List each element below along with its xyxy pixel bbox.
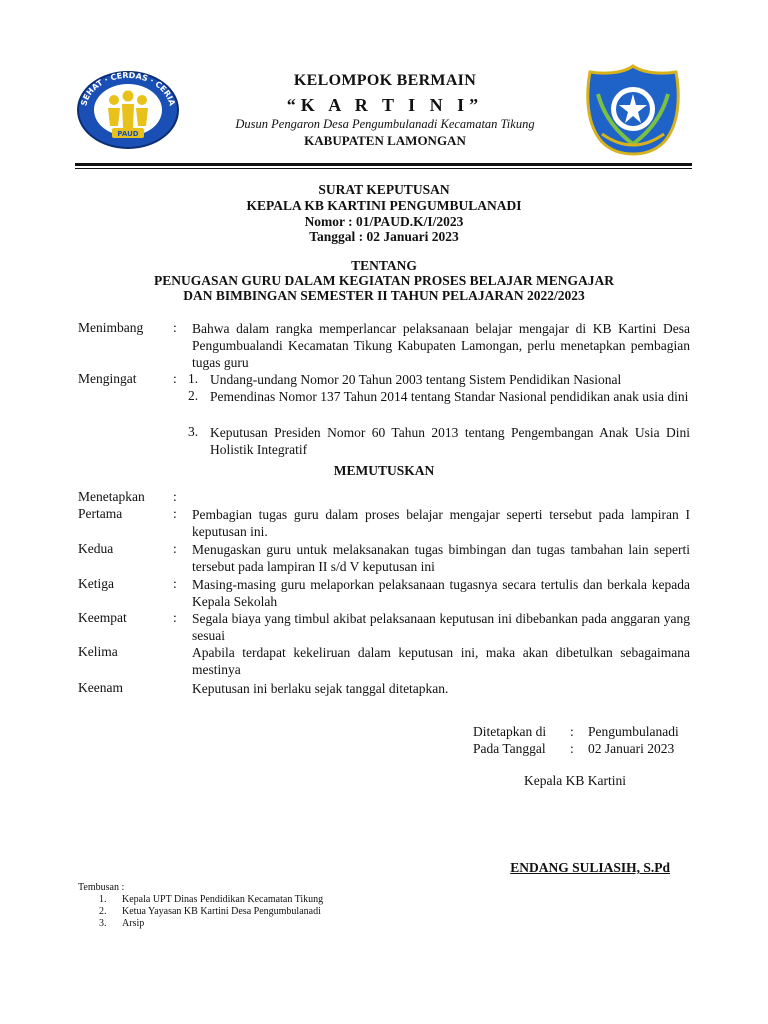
decision-label: Keempat	[78, 610, 127, 625]
decision-label: Pertama	[78, 506, 123, 521]
mengingat-label: Mengingat	[78, 371, 137, 386]
header-school-name: “K A R T I N I”	[286, 95, 484, 115]
decision-label: Kedua	[78, 541, 114, 556]
tembusan-item-number: 1.	[99, 894, 107, 905]
ditetapkan-value: Pengumbulanadi	[588, 724, 679, 739]
menimbang-text: Bahwa dalam rangka memperlancar pelaksanaan belajar mengajar di KB Kartini Desa Pengumbualandi Kecamatan Tikung Kabupaten Lamongan, perlu menetapkan pembagian tugas guru	[192, 321, 690, 370]
decision-text: Menugaskan guru untuk melaksanakan tugas bimbingan dan tugas tambahan lain seperti tersebut pada lampiran II s/d V keputusan ini	[192, 542, 690, 574]
decision-colon: :	[173, 506, 177, 521]
decision-text: Apabila terdapat kekeliruan dalam keputusan ini, maka akan dibetulkan sebagaimana mestinya	[192, 645, 690, 677]
header-address: Dusun Pengaron Desa Pengumbulanadi Kecamatan Tikung	[235, 117, 535, 131]
decision-colon: :	[173, 610, 177, 625]
tembusan-item-number: 2.	[99, 906, 107, 917]
tembusan-item-text: Arsip	[122, 918, 145, 929]
menimbang-colon: :	[173, 320, 177, 335]
mengingat-item-text: Pemendinas Nomor 137 Tahun 2014 tentang Standar Nasional pendidikan anak usia dini	[210, 389, 689, 404]
decision-text: Pembagian tugas guru dalam proses belajar mengajar seperti tersebut pada lampiran I keputusan ini.	[192, 507, 690, 539]
tembusan-item-text: Kepala UPT Dinas Pendidikan Kecamatan Tikung	[122, 894, 324, 905]
decision-label: Kelima	[78, 644, 118, 659]
doc-issuer: KEPALA KB KARTINI PENGUMBULANADI	[246, 198, 522, 213]
ditetapkan-label: Ditetapkan di	[473, 724, 547, 739]
decision-label: Keenam	[78, 680, 123, 695]
menimbang-label: Menimbang	[78, 320, 144, 335]
paud-logo-icon	[76, 70, 180, 150]
decision-label: Ketiga	[78, 576, 114, 591]
decision-label: Menetapkan	[78, 489, 145, 504]
doc-title: SURAT KEPUTUSAN	[318, 182, 450, 197]
header-divider-thick	[75, 163, 692, 166]
tanggal-label: Pada Tanggal	[473, 741, 546, 756]
doc-number: Nomor : 01/PAUD.K/I/2023	[304, 214, 464, 229]
memutuskan-heading: MEMUTUSKAN	[333, 463, 435, 478]
mengingat-item-number: 1.	[188, 371, 199, 386]
logo-left-ring-text: SEHAT · CERDAS · CERIA	[79, 70, 177, 107]
decision-text: Keputusan ini berlaku sejak tanggal ditetapkan.	[192, 681, 449, 696]
tembusan-label: Tembusan :	[78, 882, 125, 893]
mengingat-item-number: 2.	[188, 388, 199, 403]
decision-text: Masing-masing guru melaporkan pelaksanaan tugasnya secara tertulis dan berkala kepada Kepala Sekolah	[192, 577, 690, 609]
mengingat-colon: :	[173, 371, 177, 386]
doc-subject-heading: TENTANG	[351, 258, 417, 273]
doc-subject-line2: DAN BIMBINGAN SEMESTER II TAHUN PELAJARAN 2022/2023	[183, 288, 585, 303]
decision-colon: :	[173, 541, 177, 556]
header-regency: KABUPATEN LAMONGAN	[304, 133, 466, 148]
emblem-logo-icon	[584, 64, 682, 156]
signer-name: ENDANG SULIASIH, S.Pd	[510, 860, 670, 875]
doc-subject-line1: PENUGASAN GURU DALAM KEGIATAN PROSES BELAJAR MENGAJAR	[153, 273, 615, 288]
decision-colon: :	[173, 576, 177, 591]
tembusan-item-text: Ketua Yayasan KB Kartini Desa Pengumbulanadi	[122, 906, 321, 917]
header-divider-thin	[75, 168, 692, 169]
mengingat-item-number: 3.	[188, 424, 199, 439]
doc-date: Tanggal : 02 Januari 2023	[309, 229, 459, 244]
header-group-name: KELOMPOK BERMAIN	[293, 72, 477, 89]
ditetapkan-colon: :	[570, 724, 574, 739]
signer-position: Kepala KB Kartini	[524, 773, 626, 788]
mengingat-item-text: Undang-undang Nomor 20 Tahun 2003 tentang Sistem Pendidikan Nasional	[210, 372, 622, 387]
logo-left-badge: PAUD	[117, 130, 139, 138]
decision-text: Segala biaya yang timbul akibat pelaksanaan keputusan ini dibebankan pada anggaran yang sesuai	[192, 611, 690, 643]
tembusan-item-number: 3.	[99, 918, 107, 929]
tanggal-value: 02 Januari 2023	[588, 741, 675, 756]
mengingat-item-text: Keputusan Presiden Nomor 60 Tahun 2013 tentang Pengembangan Anak Usia Dini Holistik Integratif	[210, 425, 690, 457]
tanggal-colon: :	[570, 741, 574, 756]
decision-colon: :	[173, 489, 177, 504]
